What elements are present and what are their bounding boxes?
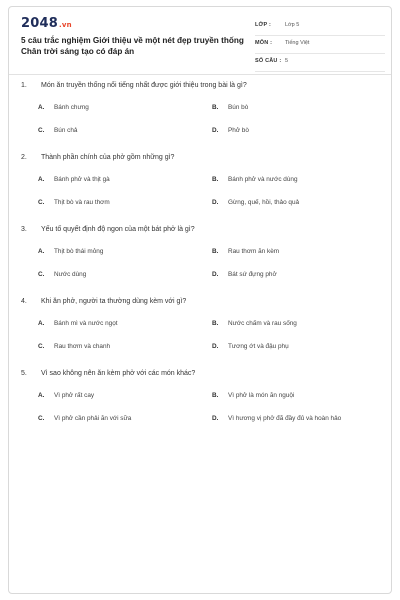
option-letter: B. (212, 104, 219, 111)
option-c[interactable] (38, 271, 86, 278)
option-letter: A. (38, 248, 45, 255)
option-c[interactable] (38, 415, 131, 422)
question-prompt: Yếu tố quyết định độ ngon của một bát phở là gì? (41, 226, 195, 233)
option-b[interactable] (212, 320, 297, 327)
option-b[interactable] (212, 104, 248, 111)
question-number: 5. (21, 370, 27, 377)
question-list (9, 82, 391, 442)
question-number: 1. (21, 82, 27, 89)
site-logo[interactable] (21, 16, 72, 31)
question-text (21, 370, 381, 377)
option-letter: B. (212, 176, 219, 183)
option-letter: C. (38, 199, 45, 206)
question-item (9, 298, 391, 370)
question-number: 2. (21, 154, 27, 161)
option-letter: A. (38, 392, 45, 399)
option-c[interactable] (38, 199, 110, 206)
option-d[interactable] (212, 127, 249, 134)
worksheet (8, 6, 392, 594)
question-number: 4. (21, 298, 27, 305)
option-letter: C. (38, 127, 45, 134)
meta-label: LỚP : (255, 22, 271, 28)
question-item (9, 226, 391, 298)
question-prompt: Thành phần chính của phở gồm những gì? (41, 154, 175, 161)
option-text: Gừng, quế, hồi, thảo quả (228, 199, 300, 206)
option-text: Bún bò (228, 104, 249, 111)
option-letter: B. (212, 392, 219, 399)
option-c[interactable] (38, 343, 110, 350)
document-title: 5 câu trắc nghiệm Giới thiệu về một nét đẹp truyền thống Chân trời sáng tạo có đáp án (21, 36, 244, 56)
option-text: Nước dùng (54, 271, 87, 278)
option-text: Vì phở rất cay (54, 392, 95, 399)
option-text: Vì phở là món ăn nguội (228, 392, 295, 399)
question-text (21, 298, 381, 305)
option-text: Bánh phở và nước dùng (228, 176, 298, 183)
option-letter: D. (212, 415, 219, 422)
option-text: Rau thơm và chanh (54, 343, 111, 350)
question-number: 3. (21, 226, 27, 233)
meta-value: 5 (285, 58, 289, 64)
option-d[interactable] (212, 271, 277, 278)
question-prompt: Khi ăn phở, người ta thường dùng kèm với gì? (41, 298, 187, 305)
option-letter: C. (38, 343, 45, 350)
option-b[interactable] (212, 248, 279, 255)
option-text: Nước chấm và rau sống (228, 320, 297, 327)
option-letter: C. (38, 415, 45, 422)
meta-row-class (255, 19, 385, 36)
option-letter: B. (212, 248, 219, 255)
option-letter: A. (38, 320, 45, 327)
logo-tld: .vn (58, 21, 72, 29)
option-letter: D. (212, 199, 219, 206)
option-a[interactable] (38, 176, 110, 183)
option-b[interactable] (212, 392, 294, 399)
meta-row-count (255, 55, 385, 72)
meta-row-subject (255, 37, 385, 54)
option-d[interactable] (212, 199, 299, 206)
header-divider (9, 74, 391, 75)
option-letter: B. (212, 320, 219, 327)
option-letter: D. (212, 127, 219, 134)
question-prompt: Món ăn truyền thống nổi tiếng nhất được giới thiệu trong bài là gì? (41, 82, 247, 89)
question-item (9, 154, 391, 226)
worksheet-header (9, 7, 391, 69)
option-letter: A. (38, 176, 45, 183)
option-text: Bánh mì và nước ngọt (54, 320, 118, 327)
option-b[interactable] (212, 176, 298, 183)
option-text: Vì phở cần phải ăn với sữa (54, 415, 132, 422)
question-item (9, 82, 391, 154)
option-text: Bún chả (54, 127, 78, 134)
meta-label: SỐ CÂU : (255, 58, 282, 64)
meta-label: MÔN : (255, 40, 273, 46)
question-text (21, 226, 381, 233)
option-letter: C. (38, 271, 45, 278)
question-text (21, 82, 381, 89)
meta-info (255, 19, 385, 73)
question-prompt: Vì sao không nên ăn kèm phở với các món khác? (41, 370, 196, 377)
option-text: Rau thơm ăn kèm (228, 248, 280, 255)
option-text: Bánh chưng (54, 104, 89, 111)
option-a[interactable] (38, 104, 89, 111)
meta-value: Tiếng Việt (285, 40, 310, 46)
question-item (9, 370, 391, 442)
option-a[interactable] (38, 248, 103, 255)
option-text: Tương ớt và đậu phụ (228, 343, 289, 350)
option-text: Bánh phở và thịt gà (54, 176, 110, 183)
option-text: Thịt bò thái mỏng (54, 248, 104, 255)
meta-value: Lớp 5 (285, 22, 300, 28)
option-text: Thịt bò và rau thơm (54, 199, 110, 206)
option-d[interactable] (212, 415, 341, 422)
option-c[interactable] (38, 127, 77, 134)
option-text: Phở bò (228, 127, 249, 134)
question-text (21, 154, 381, 161)
option-letter: D. (212, 271, 219, 278)
option-text: Vì hương vị phở đã đầy đủ và hoàn hảo (228, 415, 342, 422)
option-d[interactable] (212, 343, 289, 350)
option-a[interactable] (38, 320, 118, 327)
option-text: Bát sứ đựng phở (228, 271, 277, 278)
option-a[interactable] (38, 392, 94, 399)
option-letter: D. (212, 343, 219, 350)
option-letter: A. (38, 104, 45, 111)
logo-text: 2048 (21, 16, 58, 31)
